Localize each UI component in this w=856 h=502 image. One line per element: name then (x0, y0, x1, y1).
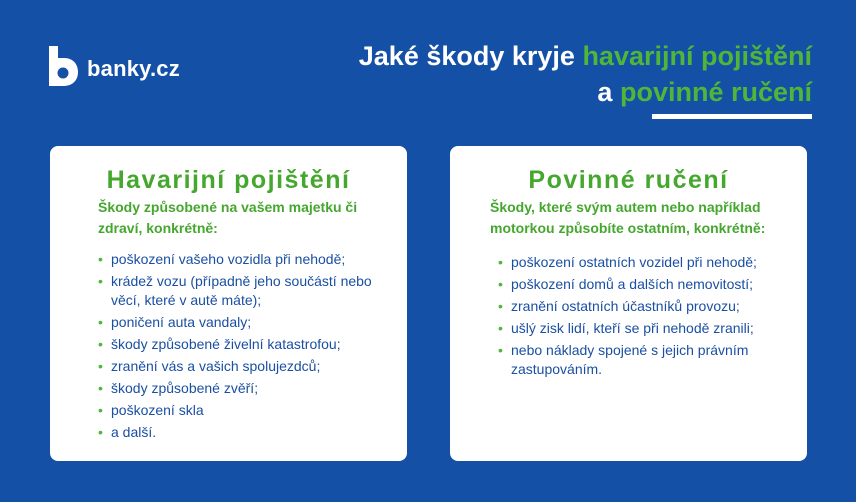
list-item: • a další. (98, 424, 157, 440)
bullet-icon: • (98, 380, 103, 396)
bullet-icon: • (98, 273, 103, 289)
bullet-icon: • (498, 254, 503, 270)
brand-name: banky.cz (87, 56, 180, 81)
coverage-list (450, 253, 807, 379)
headline-highlight-1: havarijní pojištění (582, 41, 812, 71)
list-item: • nebo náklady spojené s jejich právním zastupováním. (498, 342, 749, 377)
headline-line-2 (359, 74, 812, 110)
bullet-icon: • (498, 298, 503, 314)
list-item: • poškození skla (98, 402, 204, 418)
page-headline (359, 38, 812, 110)
list-item: • poničení auta vandaly; (98, 314, 252, 330)
bullet-icon: • (98, 424, 103, 440)
bullet-icon: • (98, 314, 103, 330)
bullet-icon: • (498, 276, 503, 292)
bullet-icon: • (498, 320, 503, 336)
card-povinne (450, 146, 807, 461)
list-item: • škody způsobené zvěří; (98, 380, 259, 396)
list-item: • poškození domů a dalších nemovitostí; (498, 276, 754, 292)
bullet-icon: • (98, 358, 103, 374)
list-item: • zranění vás a vašich spolujezdců; (98, 358, 321, 374)
coverage-list (50, 250, 407, 442)
headline-joiner: a (597, 77, 620, 107)
headline-prefix: Jaké škody kryje (358, 41, 583, 71)
list-item: • ušlý zisk lidí, kteří se při nehodě zranili; (498, 320, 754, 336)
bullet-icon: • (498, 342, 503, 358)
card-title: Povinné ručení (528, 166, 729, 194)
headline-line-1 (359, 38, 812, 74)
list-item: • zranění ostatních účastníků provozu; (498, 298, 740, 314)
card-title: Havarijní pojištění (106, 166, 351, 194)
headline-underline (652, 114, 812, 119)
bullet-icon: • (98, 336, 103, 352)
card-subtitle: Škody způsobené na vašem majetku či zdraví, konkrétně: (98, 199, 358, 236)
card-havarijni (50, 146, 407, 461)
card-subtitle: Škody, které svým autem nebo například motorkou způsobíte ostatním, konkrétně: (490, 199, 766, 236)
brand-logo[interactable] (46, 44, 180, 88)
bullet-icon: • (98, 402, 103, 418)
list-item: • poškození vašeho vozidla při nehodě; (98, 251, 346, 267)
list-item: • škody způsobené živelní katastrofou; (98, 336, 341, 352)
list-item: • krádež vozu (případně jeho součástí nebo věcí, které v autě máte); (98, 273, 372, 308)
headline-highlight-2: povinné ručení (619, 77, 812, 107)
banky-logo-icon (46, 44, 80, 88)
bullet-icon: • (98, 251, 103, 267)
list-item: • poškození ostatních vozidel při nehodě; (498, 254, 757, 270)
